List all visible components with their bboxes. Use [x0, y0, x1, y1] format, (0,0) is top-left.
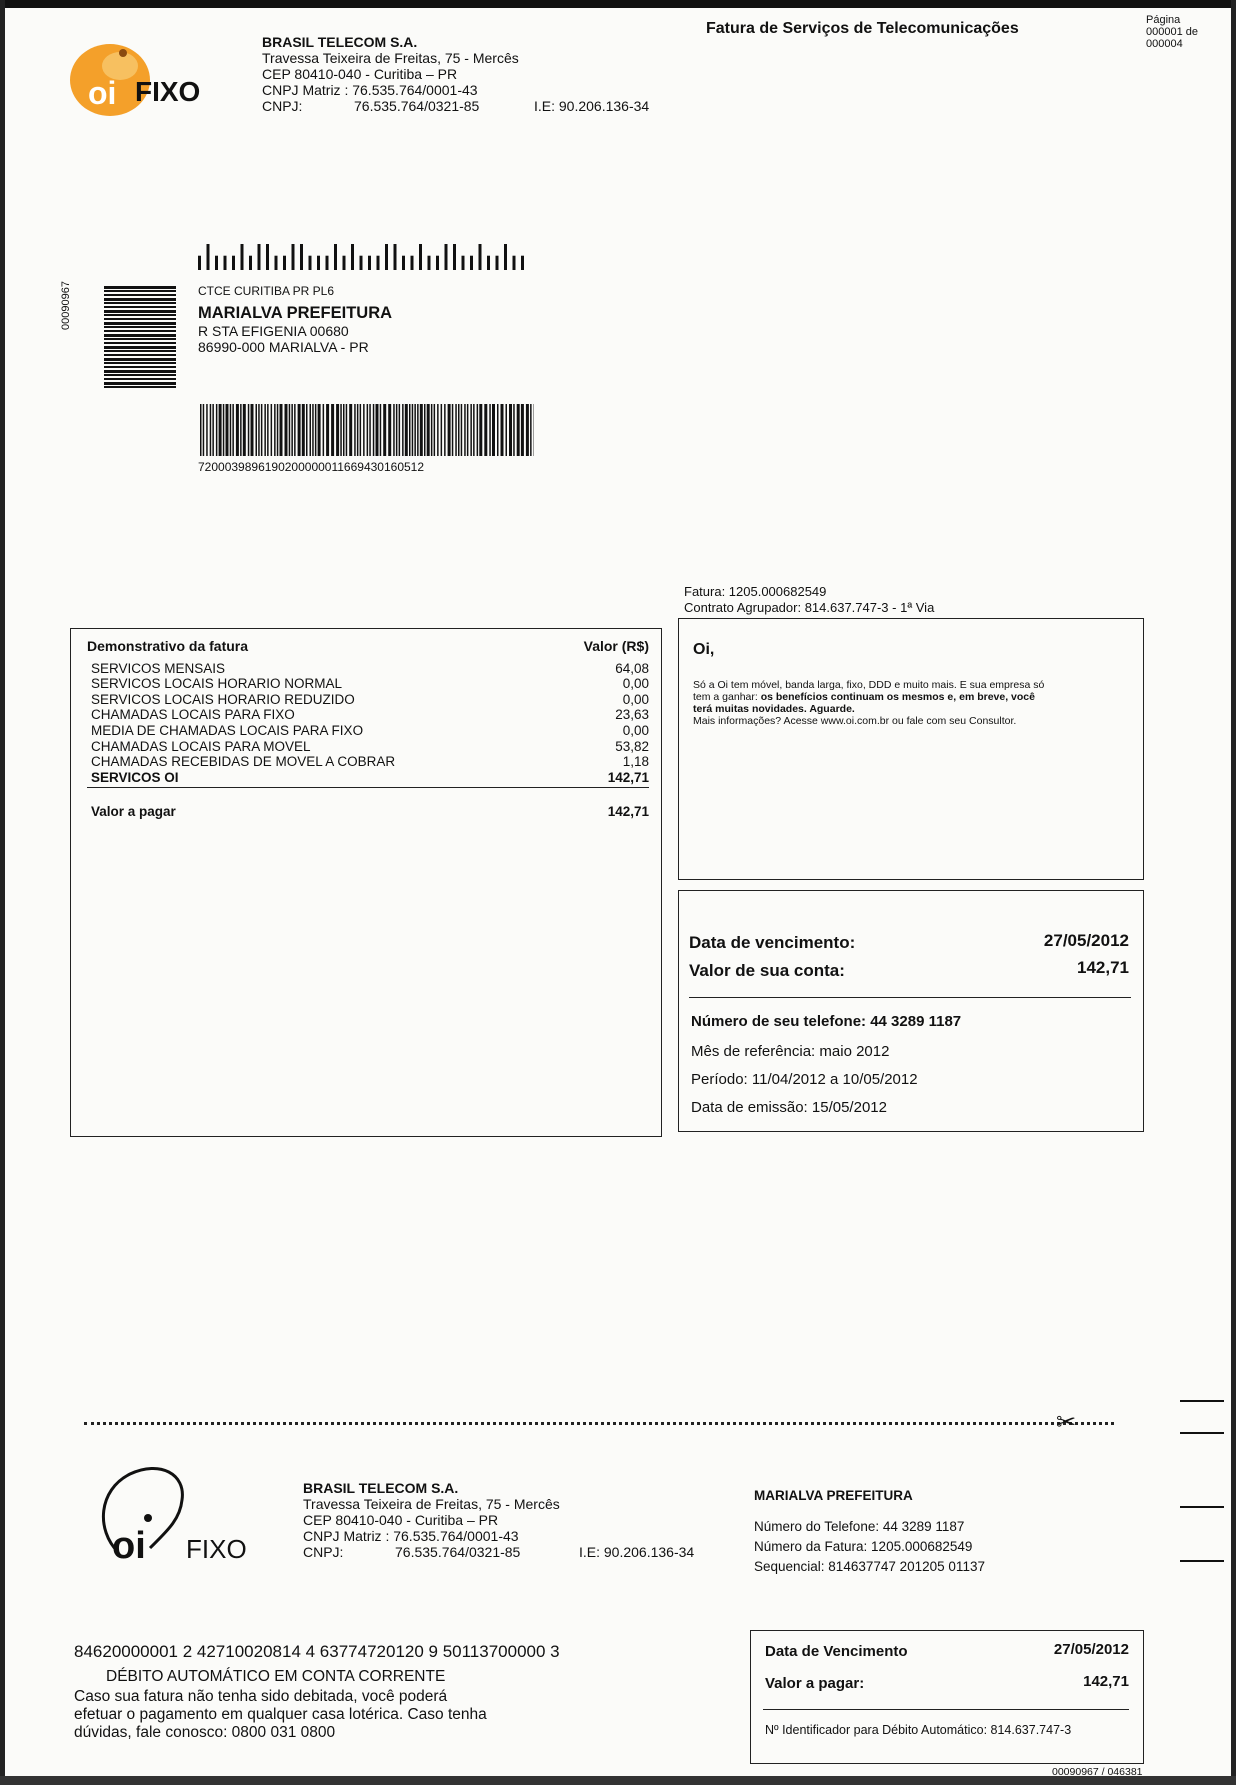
statement-row-label: SERVICOS MENSAIS	[91, 660, 226, 676]
company-header	[262, 34, 682, 114]
company-cnpj-matriz: CNPJ Matriz : 76.535.764/0001-43	[262, 82, 478, 98]
invoice-reference	[684, 584, 934, 616]
scan-edge-top	[0, 0, 1236, 8]
reference-month: Mês de referência: maio 2012	[691, 1043, 890, 1060]
stub-company-cep: CEP 80410-040 - Curitiba – PR	[303, 1512, 499, 1528]
cnpj-value: 76.535.764/0321-85	[354, 98, 480, 114]
stub-due-value: 27/05/2012	[1053, 1641, 1129, 1658]
recipient-block	[198, 284, 392, 355]
stub-company-name: BRASIL TELECOM S.A.	[303, 1480, 459, 1496]
contract-number: Contrato Agrupador: 814.637.747-3 - 1ª Via	[684, 600, 935, 615]
stub-company-header	[303, 1480, 723, 1560]
statement-title: Demonstrativo da fatura	[87, 638, 249, 654]
stub-footer-code: 00090967 / 046381	[1052, 1766, 1143, 1778]
statement-row-value: 64,08	[615, 660, 649, 676]
route-code: CTCE CURITIBA PR PL6	[198, 284, 335, 298]
stub-payment-box	[750, 1630, 1144, 1764]
due-date-label: Data de vencimento:	[689, 933, 856, 952]
statement-row-value: 0,00	[622, 676, 649, 692]
stub-phone: Número do Telefone: 44 3289 1187	[754, 1519, 965, 1534]
oi-fixo-logo	[58, 36, 208, 116]
side-barcode	[104, 286, 176, 392]
statement-row	[91, 692, 649, 708]
company-address: Travessa Teixeira de Freitas, 75 - Mercês	[262, 50, 519, 66]
message-box	[678, 618, 1144, 880]
total-label: Valor a pagar	[91, 804, 176, 820]
phone-number: Número de seu telefone: 44 3289 1187	[691, 1013, 962, 1030]
side-code: 00090967	[60, 281, 72, 330]
page-indicator: Página 000001 de 000004	[1146, 14, 1198, 50]
message-greeting: Oi,	[693, 641, 715, 658]
margin-mark	[1180, 1506, 1224, 1508]
company-name: BRASIL TELECOM S.A.	[262, 34, 418, 50]
svg-text:oi: oi	[88, 75, 117, 111]
stub-logo-fixo: FIXO	[186, 1534, 247, 1564]
stub-customer-block	[754, 1488, 985, 1577]
stub-amount-label: Valor a pagar:	[765, 1675, 865, 1692]
stub-cnpj-value: 76.535.764/0321-85	[395, 1544, 521, 1560]
statement-row-value: 53,82	[615, 738, 649, 754]
due-date-value: 27/05/2012	[1043, 931, 1129, 950]
recipient-name: MARIALVA PREFEITURA	[198, 304, 393, 322]
statement-row-label: CHAMADAS LOCAIS PARA FIXO	[91, 707, 295, 723]
statement-row	[91, 754, 649, 770]
margin-mark	[1180, 1560, 1224, 1562]
value-header: Valor (R$)	[583, 638, 649, 654]
stub-sequence: Sequencial: 814637747 201205 01137	[754, 1559, 985, 1574]
summary-box	[678, 890, 1144, 1132]
ie-value: I.E: 90.206.136-34	[534, 98, 650, 114]
svg-text:oi: oi	[112, 1525, 146, 1567]
statement-row	[91, 661, 649, 677]
stub-cnpj-label: CNPJ:	[303, 1544, 344, 1560]
company-cep: CEP 80410-040 - Curitiba – PR	[262, 66, 458, 82]
stub-company-address: Travessa Teixeira de Freitas, 75 - Mercês	[303, 1496, 560, 1512]
recipient-barcode-number: 72000398961902000000116694301605​12	[198, 460, 425, 474]
statement-row-label: MEDIA DE CHAMADAS LOCAIS PARA FIXO	[91, 722, 364, 738]
statement-row	[91, 676, 649, 692]
message-text: Só a Oi tem móvel, banda larga, fixo, DDD e muito mais. E sua empresa só tem a ganhar: os benefícios continuam os mesmos e, em breve, você terá muitas novidades. Aguarde. Mais informações? Acesse www.oi.com.br ou fale com seu Consultor.	[693, 679, 1045, 727]
statement-box	[70, 628, 662, 1137]
document-title: Fatura de Serviços de Telecomunicações	[706, 20, 1019, 37]
stub-invoice: Número da Fatura: 1205.000682549	[754, 1539, 973, 1554]
subtotal-value: 142,71	[607, 769, 649, 785]
recipient-barcode	[198, 404, 534, 456]
stub-company-cnpj-matriz: CNPJ Matriz : 76.535.764/0001-43	[303, 1528, 519, 1544]
stub-barcode-digits: 84620000001 2 42710020814 4 63774720120 9 50113700000 3	[74, 1642, 560, 1661]
margin-mark	[1180, 1432, 1224, 1434]
cut-line	[84, 1422, 1114, 1425]
stub-customer-name: MARIALVA PREFEITURA	[754, 1488, 913, 1503]
billing-period: Período: 11/04/2012 a 10/05/2012	[691, 1071, 918, 1088]
scissors-icon: ✂	[1056, 1409, 1077, 1436]
statement-row-value: 1,18	[622, 754, 649, 770]
margin-mark	[1180, 1400, 1224, 1402]
stub-ie-value: I.E: 90.206.136-34	[579, 1544, 695, 1560]
issue-date: Data de emissão: 15/05/2012	[691, 1099, 887, 1116]
scan-edge-right	[1231, 0, 1236, 1785]
statement-row	[91, 707, 649, 723]
scan-edge-left	[0, 0, 5, 1785]
statement-items	[87, 661, 649, 770]
statement-row	[91, 723, 649, 739]
recipient-street: R STA EFIGENIA 00680	[198, 323, 349, 339]
statement-row-value: 23,63	[615, 707, 649, 723]
subtotal-label: SERVICOS OI	[91, 769, 179, 785]
statement-row-value: 0,00	[622, 691, 649, 707]
cnpj-label: CNPJ:	[262, 98, 303, 114]
statement-row-label: SERVICOS LOCAIS HORARIO REDUZIDO	[91, 691, 355, 707]
stub-oi-fixo-logo	[90, 1460, 260, 1570]
amount-label: Valor de sua conta:	[689, 961, 845, 980]
scan-edge-bottom	[0, 1776, 1236, 1785]
stub-debit-text: Caso sua fatura não tenha sido debitada, você poderá efetuar o pagamento em qualquer casa lotérica. Caso tenha dúvidas, fale conosco: 0800 031 0800	[74, 1688, 487, 1741]
invoice-number: Fatura: 1205.000682549	[684, 584, 827, 599]
stub-due-label: Data de Vencimento	[765, 1643, 908, 1660]
postal-barcode	[196, 244, 526, 270]
statement-row-value: 0,00	[622, 722, 649, 738]
logo-fixo-text: FIXO	[135, 76, 201, 107]
stub-debit-id: Nº Identificador para Débito Automático: 814.637.747-3	[765, 1723, 1072, 1737]
statement-row-label: SERVICOS LOCAIS HORARIO NORMAL	[91, 676, 343, 692]
recipient-city: 86990-000 MARIALVA - PR	[198, 339, 369, 355]
total-value: 142,71	[607, 804, 649, 820]
stub-debit-title: DÉBITO AUTOMÁTICO EM CONTA CORRENTE	[106, 1668, 446, 1685]
statement-row	[91, 739, 649, 755]
stub-amount-value: 142,71	[1083, 1673, 1129, 1690]
statement-row-label: CHAMADAS RECEBIDAS DE MOVEL A COBRAR	[91, 754, 396, 770]
amount-value: 142,71	[1077, 958, 1129, 977]
statement-row-label: CHAMADAS LOCAIS PARA MOVEL	[91, 738, 311, 754]
